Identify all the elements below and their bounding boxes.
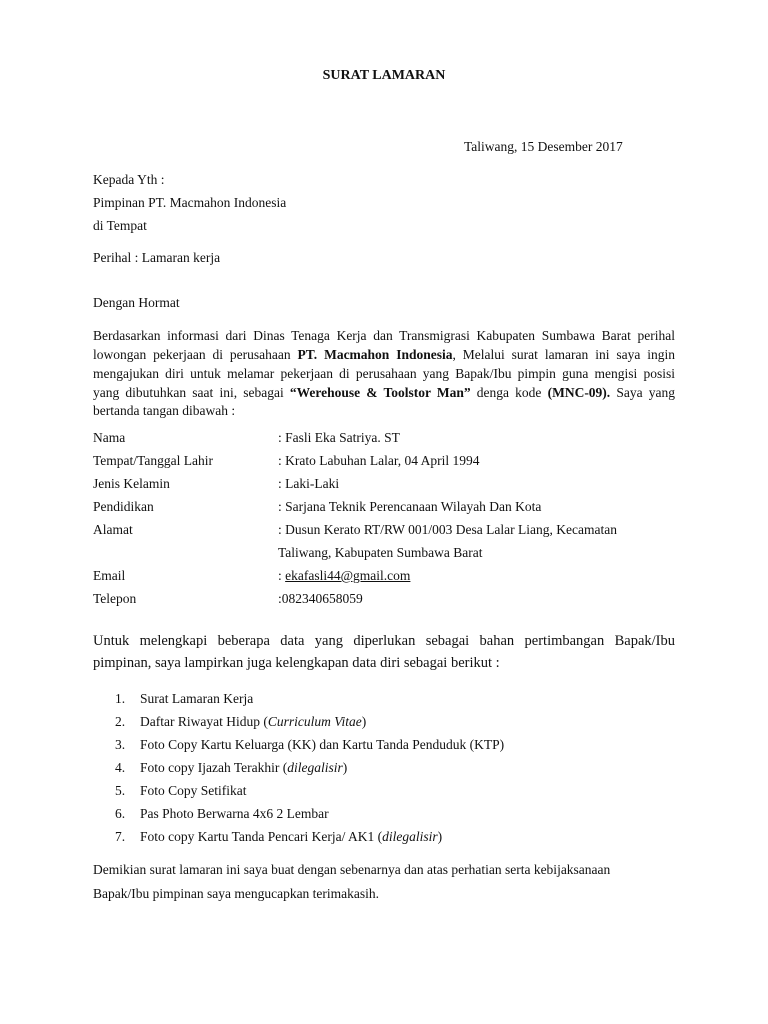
intro-line-3: mengajukan diri untuk melamar pekerjaan di perusahaan yang Bapak/Ibu pimpin guna mengisi posisi xyxy=(93,366,675,381)
field-value-address-line-2: Taliwang, Kabupaten Sumbawa Barat xyxy=(278,545,483,560)
list-item-suffix: ) xyxy=(437,829,443,844)
field-label-email: Email xyxy=(93,568,126,583)
letter-title: SURAT LAMARAN xyxy=(322,68,446,83)
list-item xyxy=(140,827,442,847)
list-item xyxy=(140,712,366,732)
recipient-name: Pimpinan PT. Macmahon Indonesia xyxy=(93,195,287,210)
field-value-gender: : Laki-Laki xyxy=(278,476,340,491)
list-item-text: Foto copy Kartu Tanda Pencari Kerja/ AK1 ( xyxy=(140,829,383,844)
field-value-email xyxy=(278,566,410,586)
email-prefix: : xyxy=(278,568,286,583)
list-item xyxy=(140,758,347,778)
field-value-address: : Dusun Kerato RT/RW 001/003 Desa Lalar Liang, Kecamatan xyxy=(278,522,617,537)
intro-text: yang dibutuhkan saat ini, sebagai xyxy=(93,385,290,400)
intro-line-1: Berdasarkan informasi dari Dinas Tenaga Kerja dan Transmigrasi Kabupaten Sumbawa Barat perihal xyxy=(93,328,675,343)
intro-text: lowongan pekerjaan di perusahaan xyxy=(93,347,298,362)
list-item-number: 1. xyxy=(115,691,126,706)
list-item: Foto Copy Setifikat xyxy=(140,783,247,798)
attachments-intro-line-1: Untuk melengkapi beberapa data yang diperlukan sebagai bahan pertimbangan Bapak/Ibu xyxy=(93,633,675,649)
intro-line-4 xyxy=(93,383,675,403)
list-item: Surat Lamaran Kerja xyxy=(140,691,254,706)
list-item: Pas Photo Berwarna 4x6 2 Lembar xyxy=(140,806,329,821)
field-value-birth: : Krato Labuhan Lalar, 04 April 1994 xyxy=(278,453,480,468)
list-item-number: 5. xyxy=(115,783,126,798)
attachments-intro-line-2: pimpinan, saya lampirkan juga kelengkapan data diri sebagai berikut : xyxy=(93,655,500,671)
letter-salutation: Dengan Hormat xyxy=(93,295,180,310)
field-label-address: Alamat xyxy=(93,522,133,537)
company-name: PT. Macmahon Indonesia xyxy=(297,347,453,362)
field-label-phone: Telepon xyxy=(93,591,137,606)
closing-line-2: Bapak/Ibu pimpinan saya mengucapkan terimakasih. xyxy=(93,886,380,901)
list-item-number: 2. xyxy=(115,714,126,729)
list-item-text: Daftar Riwayat Hidup ( xyxy=(140,714,268,729)
letter-subject: Perihal : Lamaran kerja xyxy=(93,250,221,265)
list-item-number: 4. xyxy=(115,760,126,775)
list-item-suffix: ) xyxy=(361,714,367,729)
list-item-italic: dilegalisir xyxy=(287,760,343,775)
field-value-education: : Sarjana Teknik Perencanaan Wilayah Dan Kota xyxy=(278,499,542,514)
list-item-number: 7. xyxy=(115,829,126,844)
field-label-gender: Jenis Kelamin xyxy=(93,476,170,491)
field-value-phone: :082340658059 xyxy=(278,591,363,606)
position-name: “Werehouse & Toolstor Man” xyxy=(289,385,471,400)
field-label-education: Pendidikan xyxy=(93,499,154,514)
list-item-text: Foto copy Ijazah Terakhir ( xyxy=(140,760,288,775)
list-item-suffix: ) xyxy=(342,760,348,775)
field-label-name: Nama xyxy=(93,430,126,445)
list-item-number: 6. xyxy=(115,806,126,821)
closing-line-1: Demikian surat lamaran ini saya buat dengan sebenarnya dan atas perhatian serta kebijaksanaan xyxy=(93,862,611,877)
list-item-number: 3. xyxy=(115,737,126,752)
field-label-birth: Tempat/Tanggal Lahir xyxy=(93,453,213,468)
field-value-name: : Fasli Eka Satriya. ST xyxy=(278,430,400,445)
list-item-italic: dilegalisir xyxy=(382,829,438,844)
email-link[interactable]: ekafasli44@gmail.com xyxy=(285,568,411,583)
recipient-place: di Tempat xyxy=(93,218,147,233)
list-item: Foto Copy Kartu Keluarga (KK) dan Kartu Tanda Penduduk (KTP) xyxy=(140,737,505,752)
list-item-italic: Curriculum Vitae xyxy=(267,714,362,729)
intro-text: , Melalui surat lamaran ini saya ingin xyxy=(452,347,675,362)
intro-text: denga kode xyxy=(470,385,548,400)
intro-line-2 xyxy=(93,345,675,365)
intro-text: Saya yang xyxy=(610,385,675,400)
intro-line-5: bertanda tangan dibawah : xyxy=(93,403,236,418)
position-code: (MNC-09). xyxy=(547,385,611,400)
recipient-greeting: Kepada Yth : xyxy=(93,172,165,187)
letter-date: Taliwang, 15 Desember 2017 xyxy=(464,139,623,154)
